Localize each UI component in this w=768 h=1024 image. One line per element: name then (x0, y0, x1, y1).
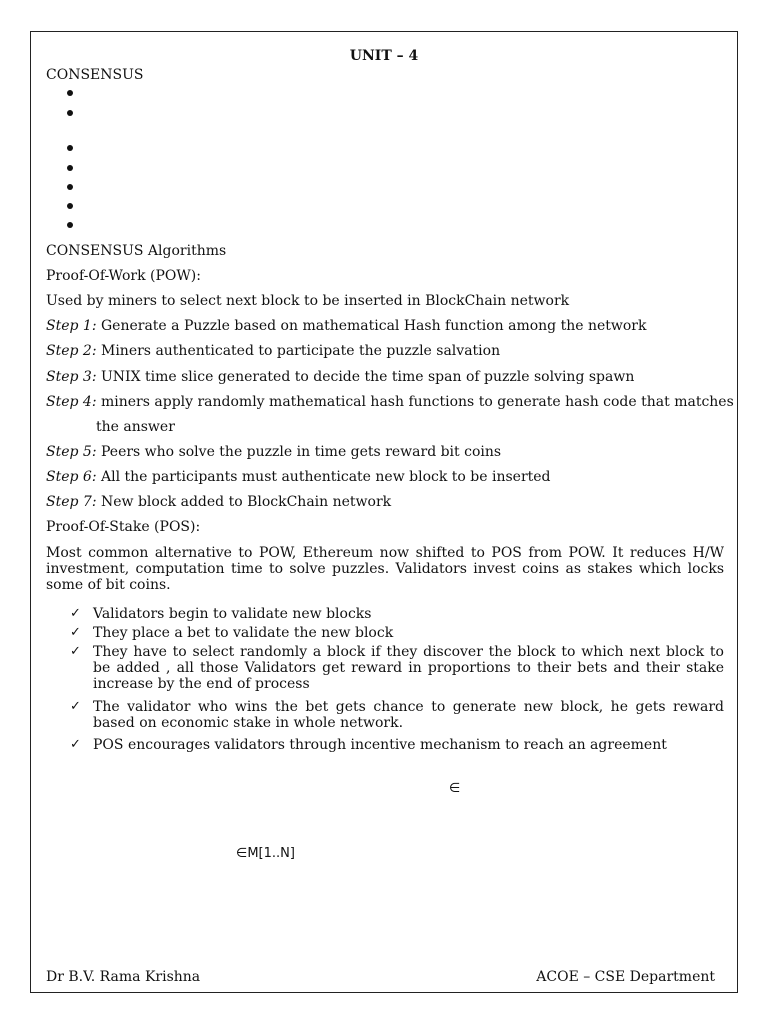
bullet-dot (67, 184, 73, 190)
pos-heading: Proof-Of-Stake (POS): (46, 519, 201, 535)
checkmark-icon: ✓ (70, 737, 81, 752)
element-of-symbol: ∈ (449, 781, 461, 796)
checklist-text: They place a bet to validate the new block (93, 625, 394, 641)
pow-intro: Used by miners to select next block to be inserted in BlockChain network (46, 293, 570, 309)
checkmark-icon: ✓ (70, 606, 81, 621)
step-text: Miners authenticated to participate the puzzle salvation (96, 343, 501, 359)
pow-heading: Proof-Of-Work (POW): (46, 268, 201, 284)
pow-step (46, 444, 501, 460)
checkmark-icon: ✓ (70, 625, 81, 640)
checklist-text: POS encourages validators through incentive mechanism to reach an agreement (93, 737, 667, 753)
step-label: Step 6: (46, 469, 97, 485)
pow-step (46, 469, 551, 485)
step-label: Step 2: (46, 343, 97, 359)
bullet-dot (67, 203, 73, 209)
checklist-text: Validators begin to validate new blocks (93, 606, 372, 622)
page-border (30, 31, 738, 993)
step-text: All the participants must authenticate new block to be inserted (96, 469, 551, 485)
step-label: Step 5: (46, 444, 97, 460)
step-text: New block added to BlockChain network (96, 494, 392, 510)
bullet-dot (67, 145, 73, 151)
pow-step (46, 343, 500, 359)
step-continuation: the answer (96, 419, 175, 435)
pow-step (46, 318, 646, 334)
bullet-dot (67, 165, 73, 171)
step-text: miners apply randomly mathematical hash functions to generate hash code that matches (96, 394, 734, 410)
pow-step (46, 494, 391, 510)
checkmark-icon: ✓ (70, 644, 81, 659)
element-of-range-symbol: ∈M[1..N] (236, 846, 295, 861)
step-text: Generate a Puzzle based on mathematical Hash function among the network (96, 318, 647, 334)
pos-paragraph: Most common alternative to POW, Ethereum now shifted to POS from POW. It reduces H/W investment, computation time to solve puzzles. Validators invest coins as stakes which locks some of bit coins. (46, 545, 724, 593)
pow-step (46, 369, 634, 385)
step-text: UNIX time slice generated to decide the time span of puzzle solving spawn (96, 369, 635, 385)
bullet-dot (67, 110, 73, 116)
checklist-text: The validator who wins the bet gets chance to generate new block, he gets reward based on economic stake in whole network. (93, 699, 724, 731)
checkmark-icon: ✓ (70, 699, 81, 714)
pow-step (46, 394, 734, 410)
footer-department: ACOE – CSE Department (536, 969, 715, 985)
footer-author: Dr B.V. Rama Krishna (46, 969, 201, 985)
step-label: Step 4: (46, 394, 97, 410)
bullet-dot (67, 222, 73, 228)
step-label: Step 1: (46, 318, 97, 334)
unit-title: UNIT – 4 (349, 48, 419, 64)
step-text: Peers who solve the puzzle in time gets reward bit coins (96, 444, 502, 460)
bullet-dot (67, 90, 73, 96)
checklist-text: They have to select randomly a block if they discover the block to which next block to be added , all those Validators get reward in proportions to their bets and their stake increase by the end of process (93, 644, 724, 692)
algorithms-heading: CONSENSUS Algorithms (46, 243, 227, 259)
section-heading: CONSENSUS (46, 67, 144, 83)
step-label: Step 7: (46, 494, 97, 510)
step-label: Step 3: (46, 369, 97, 385)
